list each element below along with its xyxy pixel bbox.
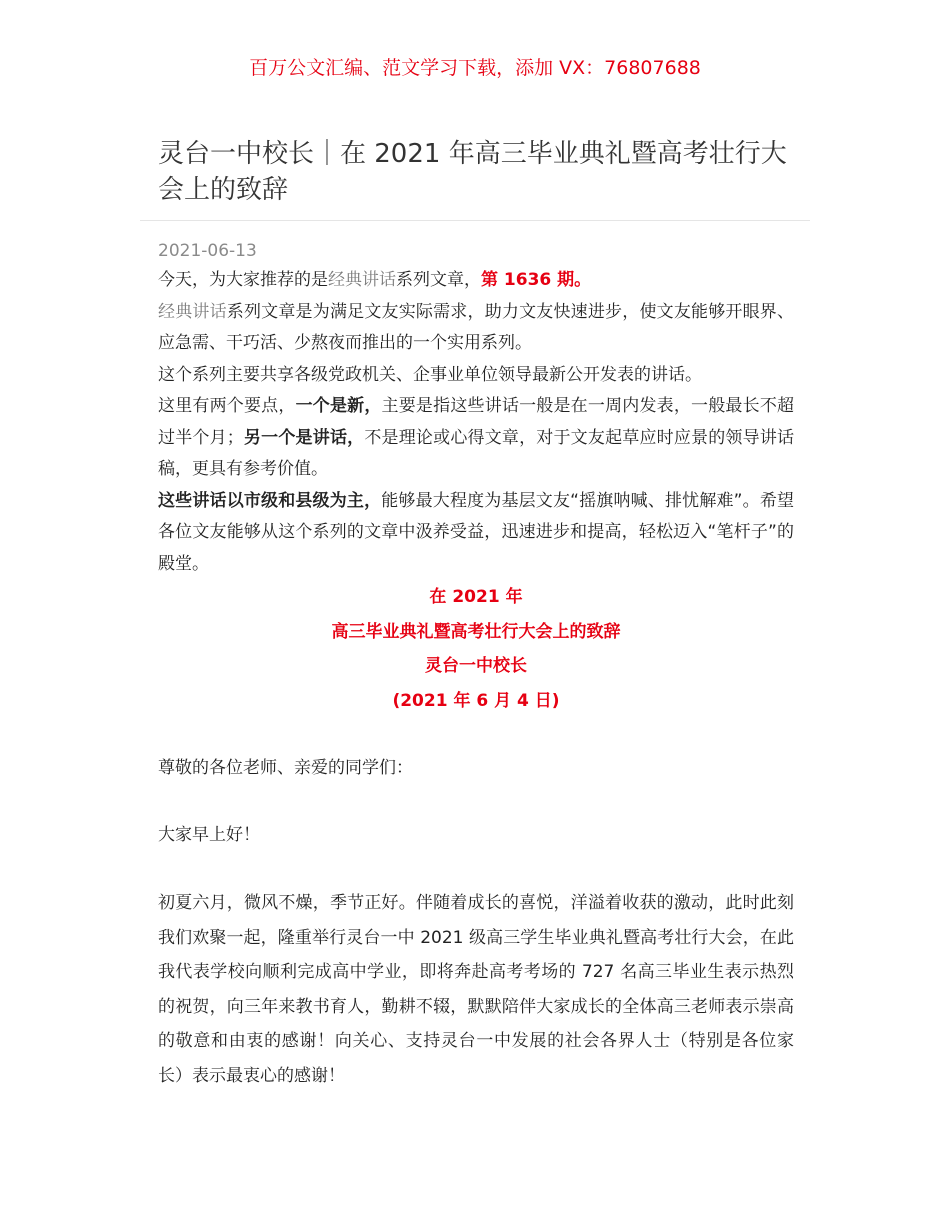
intro-paragraph [158,486,794,581]
promo-banner: 百万公文汇编、范文学习下载，添加 VX：76807688 [249,57,701,79]
key-point: 这些讲话以市级和县级为主， [158,490,382,511]
intro-paragraph: 这个系列主要共享各级党政机关、企事业单位领导最新公开发表的讲话。 [158,364,702,385]
intro-text: 这里有两个要点， [158,396,296,416]
speech-date: (2021 年 6 月 4 日) [392,690,560,711]
speech-greeting: 大家早上好！ [158,824,260,845]
issue-number: 第 1636 期。 [481,270,592,290]
spacer [158,718,794,753]
speech-salutation: 尊敬的各位老师、亲爱的同学们： [158,758,413,778]
intro-text: 今天，为大家推荐的是 [158,270,328,290]
spacer [158,851,794,886]
intro-text: 系列文章， [396,270,481,290]
series-name: 经典讲话 [158,301,227,322]
speech-title: 高三毕业典礼暨高考壮行大会上的致辞 [331,621,621,642]
intro-text: 不是理论或心得文章，对于文友起草应时应景的领导讲话稿，更具有参考价值。 [158,427,795,479]
intro-paragraph [158,391,794,486]
publish-date: 2021-06-13 [158,241,257,261]
speech-body: 初夏六月，微风不燥，季节正好。伴随着成长的喜悦，洋溢着收获的激动，此时此刻我们欢聚一起，隆重举行灵台一中 2021 级高三学生毕业典礼暨高考壮行大会，在此我代表学校向顺利完成高中学业，即将奔赴高考考场的 727 名高三毕业生表示热烈的祝贺，向三年来教书育人，勤耕不辍，默默陪伴大家成长的全体高三老师表示崇高的敬意和由衷的感谢！向关心、支持灵台一中发展的社会各界人士（特别是各位家长）表示最衷心的感谢！ [158,893,794,1086]
article-title: 灵台一中校长｜在 2021 年高三毕业典礼暨高考壮行大会上的致辞 [158,139,787,205]
series-name: 经典讲话 [328,270,396,290]
title-divider [140,220,810,221]
spacer [158,785,794,820]
intro-text: 系列文章是为满足文友实际需求，助力文友快速进步，使文友能够开眼界、应急需、干巧活、少熬夜而推出的一个实用系列。 [158,301,795,353]
intro-text: 能够最大程度为基层文友“摇旗呐喊、排忧解难”。希望各位文友能够从这个系列的文章中汲养受益，迅速进步和提高，轻松迈入“笔杆子”的殿堂。 [158,490,794,574]
intro-line [158,265,794,297]
intro-text: 主要是指这些讲话一般是在一周内发表，一般最长不超过半个月； [158,396,795,448]
key-point: 一个是新， [295,396,382,416]
article-body [158,265,794,1093]
speech-speaker: 灵台一中校长 [425,656,527,676]
key-point: 另一个是讲话， [243,427,365,448]
speech-heading: 在 2021 年 [429,587,523,607]
intro-paragraph [158,297,794,360]
